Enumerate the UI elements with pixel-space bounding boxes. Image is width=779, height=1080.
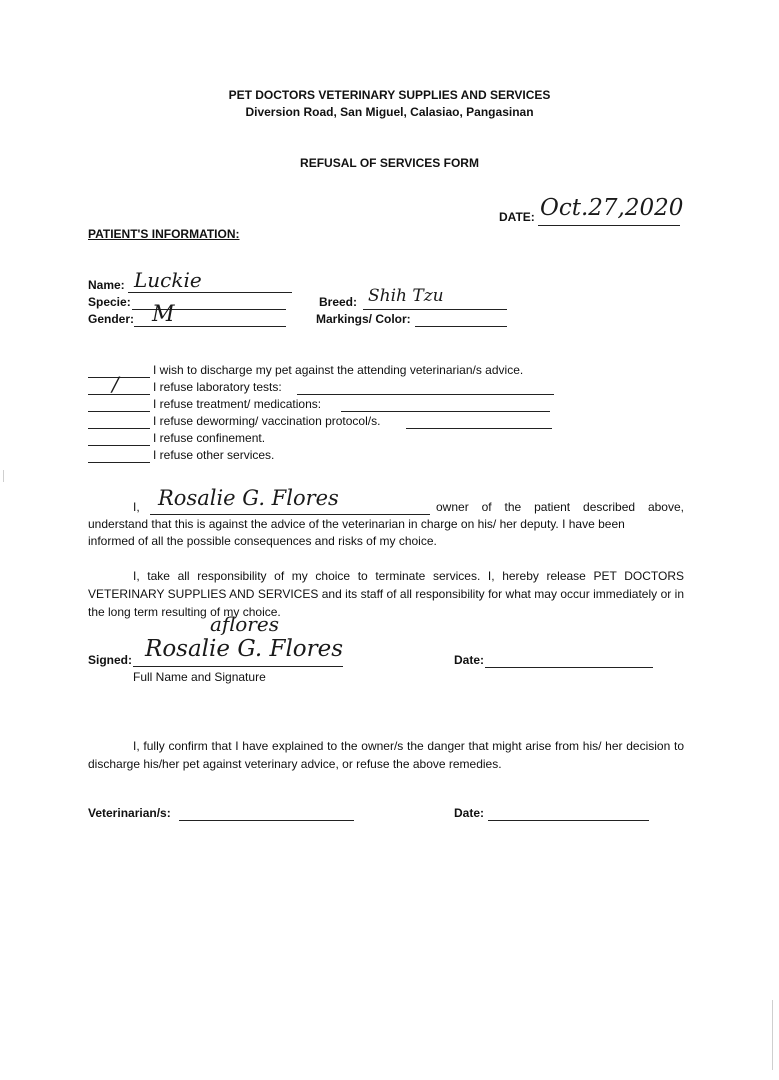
option-blank[interactable]	[88, 380, 150, 395]
vet-line[interactable]	[179, 806, 354, 821]
statement-line1: owner of the patient described above,	[436, 500, 684, 514]
date-value: Oct.27,2020	[540, 195, 684, 221]
org-name: PET DOCTORS VETERINARY SUPPLIES AND SERVICES	[228, 88, 551, 102]
release-paragraph	[88, 567, 684, 621]
breed-value: Shih Tzu	[368, 286, 444, 306]
vet-date-line[interactable]	[488, 806, 649, 821]
signature-value: Rosalie G. Flores	[145, 636, 344, 662]
statement-prefix: I,	[133, 500, 140, 514]
specie-label: Specie:	[88, 295, 131, 309]
option-blank[interactable]	[88, 397, 150, 412]
markings-label: Markings/ Color:	[316, 312, 411, 326]
option-detail-line	[341, 397, 550, 412]
scan-edge-mark	[3, 470, 4, 482]
option-blank[interactable]	[88, 448, 150, 463]
breed-label: Breed:	[319, 295, 358, 309]
vet-confirm-text: I, fully confirm that I have explained to the owner/s the danger that might arise from his/ her decision to discharge his/her pet against veterinary advice, or refuse the above remedies.	[88, 739, 684, 771]
signed-date-line[interactable]	[485, 653, 653, 668]
option-detail-line	[406, 414, 552, 429]
option-detail-line	[297, 380, 554, 395]
signed-date-label: Date:	[454, 653, 485, 667]
signature-caption: Full Name and Signature	[133, 670, 266, 684]
option-text: I refuse laboratory tests:	[153, 380, 282, 394]
date-label: DATE:	[499, 210, 535, 224]
option-text: I wish to discharge my pet against the attending veterinarian/s advice.	[153, 363, 524, 377]
vet-confirm-paragraph	[88, 737, 684, 773]
option-blank[interactable]	[88, 363, 150, 378]
markings-line	[415, 312, 507, 327]
signed-label: Signed:	[88, 653, 132, 667]
statement-line2: understand that this is against the advice of the veterinarian in charge on his/ her deputy. I have been	[88, 517, 625, 531]
patient-info-heading: PATIENT'S INFORMATION:	[88, 227, 240, 241]
org-address: Diversion Road, San Miguel, Calasiao, Pangasinan	[245, 105, 534, 119]
gender-label: Gender:	[88, 312, 135, 326]
option-text: I refuse deworming/ vaccination protocol/s.	[153, 414, 381, 428]
vet-label: Veterinarian/s:	[88, 806, 171, 820]
form-title: REFUSAL OF SERVICES FORM	[300, 156, 479, 170]
name-label: Name:	[88, 278, 125, 292]
option-mark: /	[112, 372, 119, 396]
option-blank[interactable]	[88, 414, 150, 429]
option-text: I refuse treatment/ medications:	[153, 397, 322, 411]
statement-line3: informed of all the possible consequences and risks of my choice.	[88, 534, 437, 548]
name-value: Luckie	[134, 268, 202, 292]
option-text: I refuse confinement.	[153, 431, 266, 445]
gender-value: M	[152, 302, 175, 327]
option-blank[interactable]	[88, 431, 150, 446]
option-text: I refuse other services.	[153, 448, 275, 462]
signature-mark: aflores	[210, 612, 279, 636]
scan-edge-mark	[772, 1000, 773, 1070]
vet-date-label: Date:	[454, 806, 485, 820]
release-text: I, take all responsibility of my choice to terminate services. I, hereby release PET DOCTORS VETERINARY SUPPLIES AND SERVICES and its staff of all responsibility for what may occur immediately or in the long term resulting of my choice.	[88, 569, 684, 619]
owner-name-value: Rosalie G. Flores	[158, 486, 339, 510]
